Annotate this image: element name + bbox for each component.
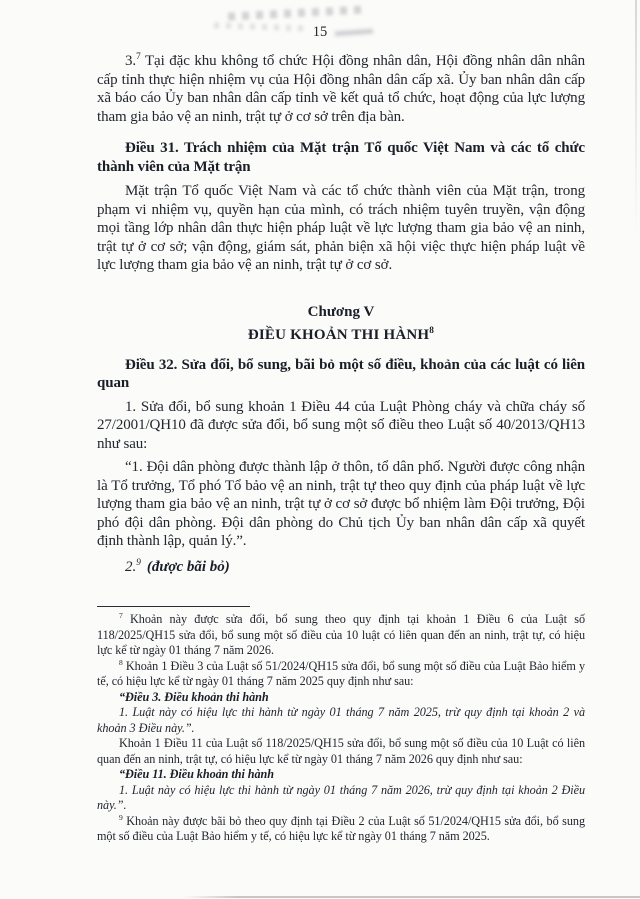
footnote-ref-7: 7 xyxy=(136,52,141,62)
page-number: 15 xyxy=(312,24,328,40)
chapter-label: Chương V xyxy=(307,303,375,320)
chapter-title xyxy=(97,326,585,345)
footnote-8-part2: Khoản 1 Điều 11 của Luật số 118/2025/QH15 sửa đổi, bổ sung một số điều của 10 Luật có liên quan đến an ninh, trật tự, có hiệu lực kể từ ngày 01 tháng 7 năm 2026 quy định như sau: xyxy=(97,736,585,766)
footnote-ref-9: 9 xyxy=(136,557,141,568)
article-32-quoted-text: “1. Đội dân phòng được thành lập ở thôn, tổ dân phố. Người được công nhận là Tổ trưởng, Tổ phó Tổ bảo vệ an ninh, trật tự theo quy định của pháp luật về lực lượng tham gia bảo vệ an ninh, trật tự ở cơ sở được bổ nhiệm làm Đội trưởng, Đội phó đội dân phòng. Đội dân phòng do Chủ tịch Ủy ban nhân dân cấp xã quyết định thành lập, quản lý.”. xyxy=(97,459,585,549)
footnote-8-quote2-text: 1. Luật này có hiệu lực thi hành từ ngày 01 tháng 7 năm 2026, trừ quy định tại khoản 2 Điều này.”. xyxy=(97,782,585,812)
scan-smudge-artifact xyxy=(228,5,368,20)
document-body xyxy=(97,52,585,845)
footnote-separator-rule xyxy=(97,606,250,607)
scan-edge-artifact-bottom xyxy=(183,896,640,898)
article-32-heading: Điều 32. Sửa đổi, bổ sung, bãi bỏ một số điều, khoản của các luật có liên quan xyxy=(97,356,585,391)
article-31-heading: Điều 31. Trách nhiệm của Mặt trận Tổ quốc Việt Nam và các tổ chức thành viên của Mặt trận xyxy=(97,140,585,175)
footnote-9 xyxy=(97,814,585,845)
clause-text: Tại đặc khu không tổ chức Hội đồng nhân dân, Hội đồng nhân dân nhân cấp tỉnh thực hiện nhiệm vụ của Hội đồng nhân dân cấp xã. Ủy ban nhân dân cấp xã báo cáo Ủy ban nhân dân cấp tỉnh về kết quả tổ chức, hoạt động của lực lượng tham gia bảo vệ an ninh, trật tự ở cơ sở trên địa bàn. xyxy=(97,53,585,125)
footnote-8-intro xyxy=(97,659,585,690)
clause-number: 2. xyxy=(125,558,137,575)
footnotes-section xyxy=(97,606,585,845)
clause-2-removed xyxy=(97,558,585,577)
chapter-title-text: ĐIỀU KHOẢN THI HÀNH xyxy=(247,327,430,343)
footnote-marker-8: 8 xyxy=(119,657,123,667)
footnote-7-text: Khoản này được sửa đổi, bổ sung theo quy định tại khoản 1 Điều 6 của Luật số 118/2025/QH15 sửa đổi, bổ sung một số điều của 10 luật có liên quan đến an ninh, trật tự, có hiệu lực kể từ ngày 01 tháng 7 năm 2026. xyxy=(97,612,585,657)
footnote-8-quote2-heading: “Điều 11. Điều khoản thi hành xyxy=(119,767,275,781)
removed-note: (được bãi bỏ) xyxy=(146,558,230,575)
footnote-marker-9: 9 xyxy=(119,812,123,822)
footnote-8-intro-text: Khoản 1 Điều 3 của Luật số 51/2024/QH15 sửa đổi, bổ sung một số điều của Luật Bảo hiểm y tế, có hiệu lực kể từ ngày 01 tháng 7 năm 2025 quy định như sau: xyxy=(97,658,585,688)
footnote-ref-8: 8 xyxy=(429,326,435,336)
footnote-9-text: Khoản này được bãi bỏ theo quy định tại Điều 2 của Luật số 51/2024/QH15 sửa đổi, bổ sung một số điều của Luật Bảo hiểm y tế, có hiệu lực kể từ ngày 01 tháng 7 năm 2025. xyxy=(97,813,585,843)
article-32-item-1: 1. Sửa đổi, bổ sung khoản 1 Điều 44 của Luật Phòng cháy và chữa cháy số 27/2001/QH10 đã được sửa đổi, bổ sung một số điều theo Luật số 40/2013/QH13 như sau: xyxy=(97,398,585,452)
footnote-8-quote1-heading: “Điều 3. Điều khoản thi hành xyxy=(119,689,269,704)
footnote-7 xyxy=(97,612,585,659)
clause-number: 3. xyxy=(125,53,137,69)
article-31-paragraph: Mặt trận Tổ quốc Việt Nam và các tổ chức thành viên của Mặt trận, trong phạm vi nhiệm vụ, quyền hạn của mình, có trách nhiệm tuyên truyền, vận động mọi tầng lớp nhân dân thực hiện pháp luật về lực lượng tham gia bảo vệ an ninh, trật tự ở cơ sở; vận động, giám sát, phản biện xã hội việc thực hiện pháp luật về lực lượng tham gia bảo vệ an ninh, trật tự ở cơ sở. xyxy=(97,183,585,273)
clause-3-paragraph xyxy=(97,52,585,126)
footnote-8-quote1-text: 1. Luật này có hiệu lực thi hành từ ngày 01 tháng 7 năm 2025, trừ quy định tại khoản 2 và khoản 3 Điều này.”. xyxy=(97,705,585,735)
footnote-marker-7: 7 xyxy=(119,610,123,620)
